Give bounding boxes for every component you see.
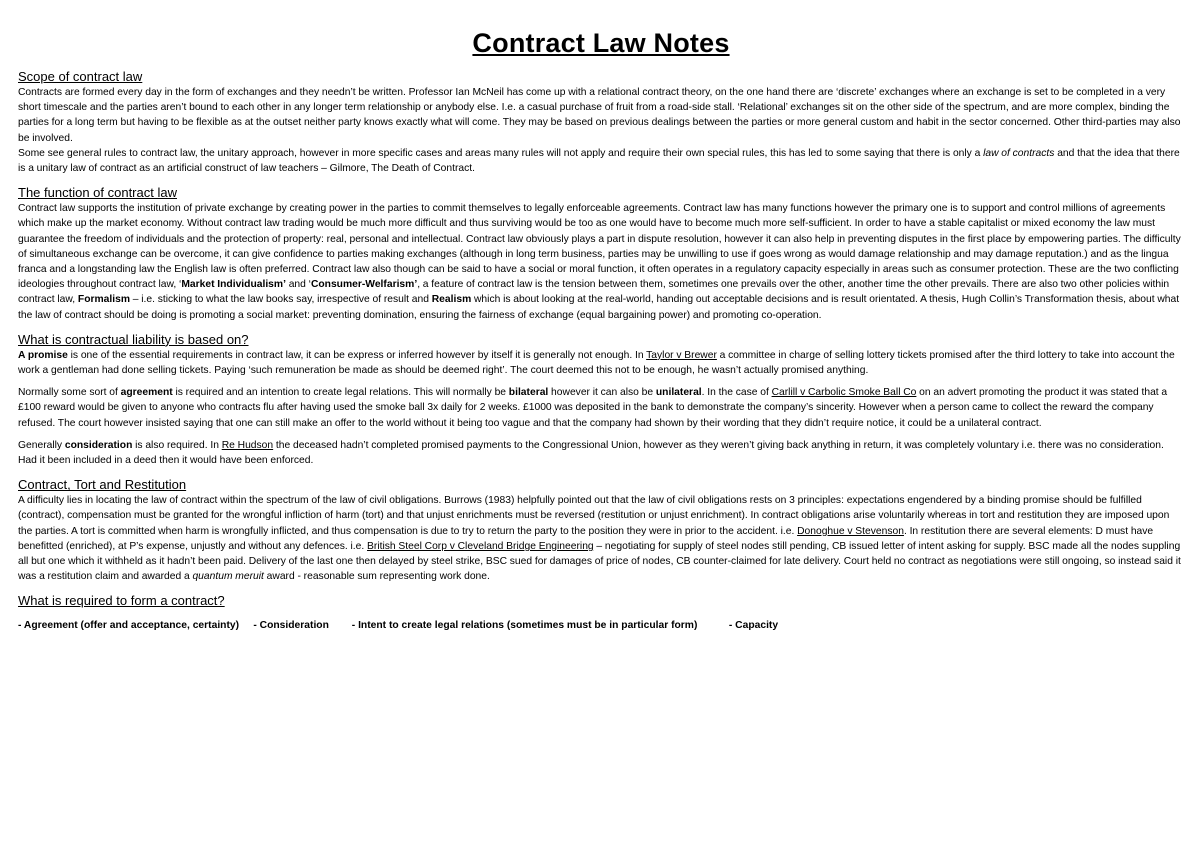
text-run: the deceased hadn’t completed promised payments to the Congressional Union, however as they weren’t giving back anything in return, it was completely voluntary i.e. there was no consideration. Had it been included in a deed then it would have been enforced. (18, 439, 1164, 467)
bold-term: bilateral (508, 387, 549, 399)
text-run: . In restitution there are several elements: D must have benefitted (enriched), at P’s expense, unjustly and without any defences. i.e. (18, 525, 1154, 552)
text-run: . In the case of (701, 387, 772, 399)
text-run: is one of the essential requirements in contract law, it can be express or inferred however by itself it is generally not enough. In (67, 349, 647, 361)
list-item: - Intent to create legal relations (sometimes must be in particular form) (351, 620, 698, 632)
bold-term: A promise (18, 349, 68, 361)
paragraph (18, 438, 1184, 468)
section-function (18, 185, 1184, 323)
paragraph (18, 385, 1184, 431)
text-run: Contract law supports the institution of private exchange by creating power in the parties to commit themselves to legally enforceable agreements. Contract law has many functions however the primary one is to support and control millions of agreements which make up the market economy. Without contract law trading would be much more difficult and thus surviving would be too as one would have to become much more self-sufficient. In order to have a stable capitalist or mixed economy the law must guarantee the freedom of individuals and the protection of property: real, personal and intellectual. Contract law obviously plays a part in dispute resolution, however it can also help in preventing disputes in the first place by empowering parties. The difficulty of simultaneous exchange can be overcome, it can give confidence to parties making exchanges (although in long term business, parties may be unwilling to use if goes wrong as would damage relationship and may damage reputation.) and as the lingua franca and a longstanding law the English law is often preferred. Contract law also though can be said to have a social or moral function, it often operates in a regulatory capacity especially in areas such as consumer protection. These are the two conflicting ideologies throughout contract law, ‘ (18, 203, 1181, 291)
paragraph (18, 348, 1184, 378)
bold-term: Formalism (77, 294, 130, 306)
section-requirements (18, 593, 1184, 633)
bold-term: Consumer-Welfarism’ (310, 279, 418, 291)
section-scope (18, 69, 1184, 176)
document-title: Contract Law Notes (472, 28, 730, 58)
text-run: – negotiating for supply of steel nodes still pending, CB issued letter of intent asking for supply. BSC made all the nodes suppling all but one which it withheld as it hadn’t been paid. Delivery of the last one then delayed by steel strike, BSC sued for damages of price of nodes, CB counter-claimed for late delivery. Court held no contract as negotiations were still ongoing, so instead said it was a restitution claim and awarded a (18, 540, 1181, 583)
text-run: is also required. In (132, 439, 222, 451)
case-name: Carlill v Carbolic Smoke Ball Co (771, 387, 917, 399)
text-run: Normally some sort of (18, 387, 121, 399)
bold-term: unilateral (655, 387, 702, 399)
section-heading: Scope of contract law (18, 69, 143, 84)
list-item: - Consideration (253, 620, 329, 632)
section-tort-restitution (18, 477, 1184, 584)
text-run: Some see general rules to contract law, the unitary approach, however in more specific cases and areas many rules will not apply and require their own special rules, this has led to some saying that there is only a (18, 147, 984, 159)
italic-text: law of contracts (983, 147, 1055, 159)
text-run: however it can also be (548, 387, 656, 399)
text-run: award - reasonable sum representing work done. (263, 571, 490, 583)
list-item: - Capacity (728, 620, 779, 632)
case-name: Taylor v Brewer (646, 349, 717, 361)
paragraph (18, 493, 1184, 584)
list-item: - Agreement (offer and acceptance, certainty) (18, 620, 240, 632)
text-run: which is about looking at the real-world, handing out acceptable decisions and is result orientated. A thesis, Hugh Collin’s Transformation thesis, about what the law of contract should be doing is promoting a social market: preventing domination, ensuring the fairness of exchange (equal bargaining power) and promoting co-operation. (18, 294, 1180, 321)
paragraph (18, 201, 1184, 323)
text-run: – i.e. sticking to what the law books say, irrespective of result and (129, 294, 432, 306)
text-run: on an advert promoting the product it was stated that a £100 reward would be given to anyone who contracts flu after having used the smoke ball 3x daily for 2 weeks. £1000 was deposited in the bank to demonstrate the company’s sincerity. However when a person came to collect the reward the company refused. The court however insisted saying that one can still make an offer to the world without it being too vague and that the company had shown by their wording that they didn’t require notice, it could be a unilateral contract. (18, 387, 1168, 429)
requirements-list (18, 618, 1184, 633)
text-run: and ‘ (285, 279, 311, 291)
section-heading: Contract, Tort and Restitution (18, 477, 187, 493)
paragraph (18, 146, 1184, 176)
text-run: A difficulty lies in locating the law of contract within the spectrum of the law of civil obligations. Burrows (1983) helpfully pointed out that the law of civil obligations rests on 3 principles: expectations engendered by a binding promise should be fulfilled (contract), compensation must be granted for the wrongful infliction of harm (tort) and that unjust enrichments must be reversed (restitution or unjust enrichment). In contract obligations arise voluntarily whereas in tort and restitution they are imposed upon the parties. A tort is committed when harm is wrongfully inflicted, and thus compensation is due to try to return the party to the position they were in prior to the accident. i.e. (18, 495, 1170, 537)
section-heading: The function of contract law (18, 185, 177, 201)
section-heading: What is required to form a contract? (18, 593, 225, 609)
case-name: British Steel Corp v Cleveland Bridge Engineering (367, 540, 594, 552)
section-liability (18, 332, 1184, 468)
section-heading: What is contractual liability is based on? (18, 331, 249, 347)
bold-term: Market Individualism’ (181, 279, 286, 291)
bold-term: agreement (120, 387, 173, 399)
text-run: , a feature of contract law is the tension between them, sometimes one prevails over the other, another time the other prevails. There are also two other policies within contract law, (18, 279, 1170, 306)
bold-term: Realism (431, 294, 472, 306)
text-run: a committee in charge of selling lottery tickets promised after the third lottery to take into account the work a gentleman had done selling tickets. Paying ‘such remuneration be made as should be deemed right’. The court deemed this not to be enough, he wasn’t actually promised anything. (18, 349, 1175, 377)
paragraph: Contracts are formed every day in the form of exchanges and they needn’t be written. Professor Ian McNeil has come up with a relational contract theory, on the one hand there are ‘discrete’ exchanges where an exchange is set to be completed in a very short timescale and the parties aren’t bound to each other in any longer term relationship or anybody else. I.e. a casual purchase of fruit from a road-side stall. ‘Relational’ exchanges sit on the other side of the spectrum, and are more complex, binding the parties for a long term but having to be flexible as at the outset neither party knows exactly what will come. They may be based on previous dealings between the parties or more general custom and habit in the sector concerned. Other third-parties may also be involved. (18, 87, 1181, 144)
text-run: is required and an intention to create legal relations. This will normally be (172, 387, 509, 399)
italic-text: quantum meruit (192, 571, 264, 583)
bold-term: consideration (64, 439, 133, 451)
text-run: Generally (18, 439, 65, 451)
text-run: and that the idea that there is a unitary law of contract as an artificial construct of law teachers – Gilmore, The Death of Contract. (18, 147, 1180, 175)
case-name: Donoghue v Stevenson (797, 525, 904, 537)
case-name: Re Hudson (221, 439, 274, 451)
